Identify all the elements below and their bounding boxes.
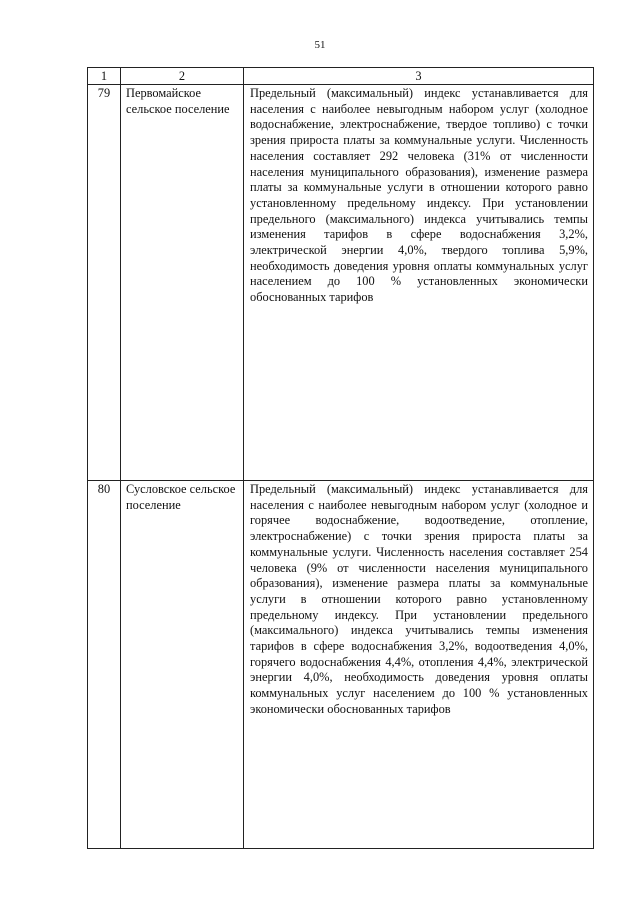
settlement-name: Первомайское сельское поселение — [121, 85, 244, 481]
row-number: 80 — [88, 481, 121, 849]
table-header-row — [88, 68, 594, 85]
page-number: 51 — [314, 39, 326, 51]
row-number: 79 — [88, 85, 121, 481]
column-header-1: 1 — [88, 68, 121, 85]
index-description: Предельный (максимальный) индекс устанавливается для населения с наиболее невыгодным набором услуг (холодное и горячее водоснабжение, водоотведение, отопление, электроснабжение) с точки зрения прироста платы за коммунальные услуги. Численность населения составляет 254 человека (9% от численности населения муниципального образования), изменение размера платы за коммунальные услуги в отношении которого равно установленному предельному индексу. При установлении предельного (максимального) индекса учитывались темпы изменения тарифов в сфере водоснабжения 3,2%, водоотведения 4,0%, горячего водоснабжения 4,4%, отопления 4,4%, электрической энергии 4,0%, необходимость доведения уровня оплаты коммунальных услуг населением до 100 % установленных экономически обоснованных тарифов — [244, 481, 594, 849]
column-header-2: 2 — [121, 68, 244, 85]
column-header-3: 3 — [244, 68, 594, 85]
settlements-table — [87, 67, 594, 849]
table-row — [88, 481, 594, 849]
table-row — [88, 85, 594, 481]
index-description: Предельный (максимальный) индекс устанавливается для населения с наиболее невыгодным набором услуг (холодное водоснабжение, электроснабжение, твердое топливо) с точки зрения прироста платы за коммунальные услуги. Численность населения составляет 292 человека (31% от численности населения муниципального образования), изменение размера платы за коммунальные услуги в отношении которого равно установленному предельному индексу. При установлении предельного (максимального) индекса учитывались темпы изменения тарифов в сфере водоснабжения 3,2%, электрической энергии 4,0%, твердого топлива 5,9%, необходимость доведения уровня оплаты коммунальных услуг населением до 100 % установленных экономически обоснованных тарифов — [244, 85, 594, 481]
settlement-name: Сусловское сельское поселение — [121, 481, 244, 849]
